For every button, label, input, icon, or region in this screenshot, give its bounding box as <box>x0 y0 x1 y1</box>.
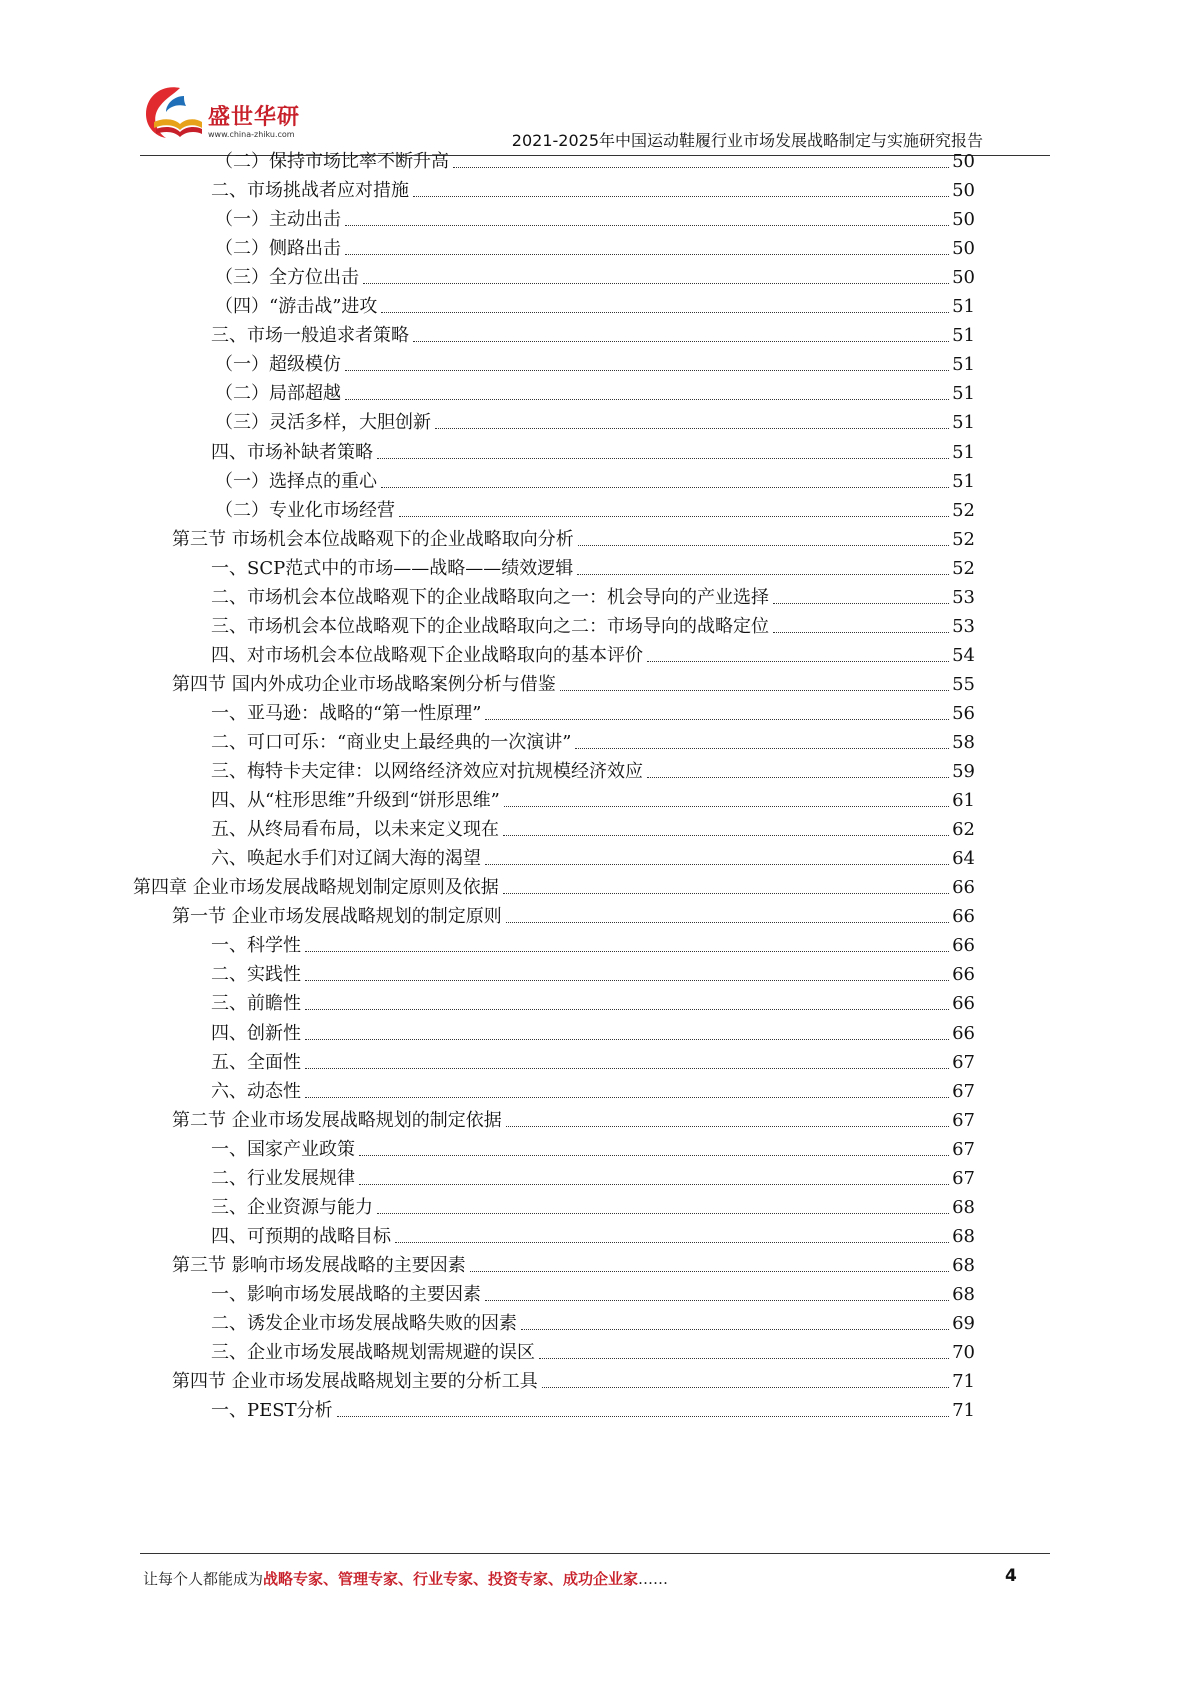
toc-entry[interactable] <box>215 146 975 177</box>
slogan-highlight: 战略专家、管理专家、行业专家、投资专家、成功企业家 <box>263 1570 639 1588</box>
toc-entry[interactable] <box>211 930 975 961</box>
toc-dot-leader <box>413 196 949 197</box>
toc-entry[interactable] <box>211 1134 975 1165</box>
toc-entry-page: 52 <box>952 499 975 521</box>
toc-entry-label: 五、全面性 <box>211 1051 301 1073</box>
toc-entry-label: 三、梅特卡夫定律：以网络经济效应对抗规模经济效应 <box>211 761 643 783</box>
toc-entry-label: 三、前瞻性 <box>211 993 301 1015</box>
toc-entry-page: 68 <box>952 1254 975 1276</box>
toc-entry-label: 第四节 国内外成功企业市场战略案例分析与借鉴 <box>172 673 556 695</box>
toc-entry[interactable] <box>211 437 975 468</box>
toc-dot-leader <box>542 1387 949 1388</box>
toc-entry-page: 69 <box>952 1313 975 1334</box>
toc-entry-label: 二、市场挑战者应对措施 <box>211 180 409 202</box>
toc-entry-page: 71 <box>952 1371 975 1393</box>
toc-entry-label: （一）超级模仿 <box>215 354 341 376</box>
toc-entry-label: 二、行业发展规律 <box>211 1167 355 1189</box>
toc-dot-leader <box>577 574 949 575</box>
toc-dot-leader <box>773 603 949 604</box>
toc-entry-label: 五、从终局看布局，以未来定义现在 <box>211 819 499 841</box>
toc-dot-leader <box>578 545 949 546</box>
toc-entry[interactable] <box>211 1163 975 1194</box>
slogan-suffix: …… <box>638 1570 669 1588</box>
toc-dot-leader <box>521 1329 949 1330</box>
toc-entry-page: 51 <box>952 470 975 492</box>
toc-entry-label: 一、亚马逊：战略的“第一性原理” <box>211 702 482 724</box>
toc-dot-leader <box>359 1184 949 1185</box>
toc-dot-leader <box>647 661 949 662</box>
toc-dot-leader <box>506 1126 949 1127</box>
toc-entry-label: 一、PEST分析 <box>211 1400 333 1422</box>
toc-entry-page: 62 <box>952 819 975 841</box>
toc-entry-page: 67 <box>952 1138 975 1160</box>
toc-entry-page: 50 <box>952 209 975 231</box>
toc-entry-page: 66 <box>952 906 975 928</box>
toc-dot-leader <box>485 864 949 865</box>
toc-entry-label: 三、市场一般追求者策略 <box>211 325 409 347</box>
toc-entry[interactable] <box>211 1018 975 1049</box>
footer-divider <box>140 1553 1050 1554</box>
toc-entry[interactable] <box>215 291 975 322</box>
toc-entry[interactable] <box>211 1279 975 1310</box>
toc-entry-page: 66 <box>952 877 975 899</box>
toc-entry[interactable] <box>172 524 975 555</box>
toc-entry-label: （二）保持市场比率不断升高 <box>215 151 449 172</box>
toc-entry-page: 66 <box>952 993 975 1015</box>
toc-dot-leader <box>345 370 949 371</box>
toc-entry[interactable] <box>133 872 975 903</box>
toc-entry[interactable] <box>211 988 975 1019</box>
toc-entry[interactable] <box>211 640 975 671</box>
toc-entry[interactable] <box>172 1366 975 1397</box>
toc-entry-label: 四、创新性 <box>211 1022 301 1044</box>
toc-dot-leader <box>377 458 949 459</box>
toc-dot-leader <box>381 312 949 313</box>
toc-dot-leader <box>503 835 949 836</box>
toc-entry[interactable] <box>211 1395 975 1426</box>
toc-entry[interactable] <box>211 1047 975 1078</box>
logo-url: www.china-zhiku.com <box>208 130 295 139</box>
toc-dot-leader <box>647 777 949 778</box>
toc-dot-leader <box>345 254 949 255</box>
toc-entry-page: 50 <box>952 180 975 202</box>
toc-entry-label: 二、可口可乐：“商业史上最经典的一次演讲” <box>211 732 572 753</box>
toc-dot-leader <box>305 1097 949 1098</box>
toc-dot-leader <box>381 487 949 488</box>
toc-entry-page: 68 <box>952 1196 975 1218</box>
toc-entry[interactable] <box>211 1192 975 1223</box>
toc-dot-leader <box>305 1039 949 1040</box>
toc-entry-label: （二）侧路出击 <box>215 238 341 260</box>
toc-entry[interactable] <box>211 582 975 613</box>
toc-entry-page: 52 <box>952 528 975 550</box>
toc-entry-page: 59 <box>952 761 975 783</box>
toc-entry-label: 一、影响市场发展战略的主要因素 <box>211 1283 481 1305</box>
toc-entry-label: 三、企业资源与能力 <box>211 1196 373 1218</box>
toc-entry[interactable] <box>211 814 975 845</box>
toc-entry[interactable] <box>211 843 975 874</box>
toc-dot-leader <box>377 1213 949 1214</box>
page-number: 4 <box>1005 1566 1017 1586</box>
toc-entry[interactable] <box>211 959 975 990</box>
toc-dot-leader <box>485 719 949 720</box>
toc-dot-leader <box>305 1009 949 1010</box>
toc-dot-leader <box>773 632 949 633</box>
toc-entry-label: （一）选择点的重心 <box>215 470 377 492</box>
toc-entry-label: （一）主动出击 <box>215 209 341 231</box>
toc-entry-page: 66 <box>952 1022 975 1044</box>
toc-entry[interactable] <box>215 204 975 235</box>
toc-entry-page: 53 <box>952 615 975 637</box>
toc-entry-label: 一、国家产业政策 <box>211 1138 355 1160</box>
toc-entry-label: 四、从“柱形思维”升级到“饼形思维” <box>211 790 500 812</box>
toc-entry[interactable] <box>215 495 975 526</box>
logo-mark-icon <box>140 82 204 144</box>
toc-entry[interactable] <box>211 611 975 642</box>
toc-entry-page: 56 <box>952 702 975 724</box>
toc-dot-leader <box>345 399 949 400</box>
toc-entry-page: 51 <box>952 296 975 318</box>
toc-dot-leader <box>470 1271 949 1272</box>
toc-dot-leader <box>363 283 949 284</box>
toc-entry[interactable] <box>215 349 975 380</box>
logo-text: 盛世华研 <box>208 105 301 130</box>
toc-entry-page: 70 <box>952 1342 975 1364</box>
toc-entry[interactable] <box>211 320 975 351</box>
toc-entry[interactable] <box>215 466 975 497</box>
toc-entry-label: 三、市场机会本位战略观下的企业战略取向之二：市场导向的战略定位 <box>211 615 769 637</box>
toc-entry-page: 52 <box>952 557 975 579</box>
toc-entry[interactable] <box>215 233 975 264</box>
toc-entry-label: 六、唤起水手们对辽阔大海的渴望 <box>211 848 481 870</box>
page-header <box>0 0 1191 160</box>
toc-entry-page: 71 <box>952 1400 975 1422</box>
toc-entry[interactable] <box>215 378 975 409</box>
company-logo <box>140 82 320 152</box>
toc-entry[interactable] <box>211 785 975 816</box>
toc-entry[interactable] <box>211 756 975 787</box>
toc-dot-leader <box>305 1068 949 1069</box>
toc-entry-page: 55 <box>952 673 975 695</box>
toc-entry-page: 51 <box>952 441 975 463</box>
toc-entry-label: 一、科学性 <box>211 935 301 957</box>
toc-dot-leader <box>560 690 949 691</box>
toc-dot-leader <box>395 1242 949 1243</box>
toc-entry-label: 第三节 影响市场发展战略的主要因素 <box>172 1254 466 1276</box>
toc-entry-page: 50 <box>952 267 975 289</box>
toc-dot-leader <box>399 516 949 517</box>
toc-entry-page: 51 <box>952 412 975 434</box>
toc-dot-leader <box>359 1155 949 1156</box>
toc-entry[interactable] <box>215 407 975 438</box>
toc-entry-page: 68 <box>952 1283 975 1305</box>
toc-entry[interactable] <box>172 1105 975 1136</box>
toc-entry-page: 50 <box>952 151 975 172</box>
toc-entry-label: 二、实践性 <box>211 964 301 986</box>
toc-entry[interactable] <box>215 262 975 293</box>
toc-dot-leader <box>453 167 949 168</box>
toc-entry-page: 66 <box>952 935 975 957</box>
toc-entry[interactable] <box>211 698 975 729</box>
toc-entry-label: （二）局部超越 <box>215 383 341 405</box>
toc-entry-label: 二、诱发企业市场发展战略失败的因素 <box>211 1313 517 1334</box>
toc-dot-leader <box>305 951 949 952</box>
toc-entry-label: 三、企业市场发展战略规划需规避的误区 <box>211 1342 535 1364</box>
toc-entry-page: 53 <box>952 586 975 608</box>
toc-entry-page: 61 <box>952 790 975 812</box>
toc-entry-label: 第四节 企业市场发展战略规划主要的分析工具 <box>172 1371 538 1393</box>
toc-dot-leader <box>575 748 949 749</box>
toc-entry-label: （二）专业化市场经营 <box>215 499 395 521</box>
toc-entry-label: 六、动态性 <box>211 1080 301 1102</box>
toc-entry-page: 66 <box>952 964 975 986</box>
toc-entry-page: 51 <box>952 354 975 376</box>
toc-entry-label: （四）“游击战”进攻 <box>215 296 378 318</box>
toc-entry[interactable] <box>172 901 975 932</box>
toc-dot-leader <box>503 893 949 894</box>
document-title: 2021-2025年中国运动鞋履行业市场发展战略制定与实施研究报告 <box>511 131 983 150</box>
toc-entry-page: 54 <box>952 644 975 666</box>
toc-entry-page: 51 <box>952 383 975 405</box>
toc-dot-leader <box>305 980 949 981</box>
toc-entry-label: 第三节 市场机会本位战略观下的企业战略取向分析 <box>172 528 574 550</box>
toc-entry-label: （三）全方位出击 <box>215 267 359 289</box>
toc-entry-page: 67 <box>952 1080 975 1102</box>
toc-entry-page: 64 <box>952 848 975 870</box>
toc-entry-label: 四、对市场机会本位战略观下企业战略取向的基本评价 <box>211 644 643 666</box>
toc-entry[interactable] <box>211 1221 975 1252</box>
toc-entry[interactable] <box>211 1076 975 1107</box>
slogan-prefix: 让每个人都能成为 <box>143 1570 264 1588</box>
toc-entry[interactable] <box>211 553 975 584</box>
toc-dot-leader <box>485 1300 949 1301</box>
toc-entry-page: 67 <box>952 1109 975 1131</box>
toc-dot-leader <box>413 341 949 342</box>
toc-entry-page: 50 <box>952 238 975 260</box>
toc-entry-label: 第二节 企业市场发展战略规划的制定依据 <box>172 1109 502 1131</box>
toc-entry-label: 四、市场补缺者策略 <box>211 441 373 463</box>
toc-entry-label: 第四章 企业市场发展战略规划制定原则及依据 <box>133 877 499 899</box>
toc-entry-page: 67 <box>952 1167 975 1189</box>
toc-entry[interactable] <box>211 175 975 206</box>
toc-entry-label: 四、可预期的战略目标 <box>211 1225 391 1247</box>
toc-dot-leader <box>504 806 949 807</box>
toc-dot-leader <box>345 225 949 226</box>
toc-dot-leader <box>435 428 949 429</box>
toc-entry-page: 51 <box>952 325 975 347</box>
toc-entry-page: 67 <box>952 1051 975 1073</box>
toc-entry[interactable] <box>172 669 975 700</box>
toc-entry-label: 第一节 企业市场发展战略规划的制定原则 <box>172 906 502 928</box>
toc-entry-page: 58 <box>952 732 975 753</box>
toc-entry[interactable] <box>172 1250 975 1281</box>
toc-entry-label: 二、市场机会本位战略观下的企业战略取向之一：机会导向的产业选择 <box>211 586 769 608</box>
toc-entry-label: （三）灵活多样，大胆创新 <box>215 412 431 434</box>
toc-entry[interactable] <box>211 1308 975 1339</box>
toc-entry-page: 68 <box>952 1225 975 1247</box>
toc-entry-label: 一、SCP范式中的市场——战略——绩效逻辑 <box>211 557 574 579</box>
toc-dot-leader <box>506 922 949 923</box>
toc-entry[interactable] <box>211 727 975 758</box>
footer-slogan <box>143 1568 668 1589</box>
toc-dot-leader <box>337 1416 950 1417</box>
toc-entry[interactable] <box>211 1337 975 1368</box>
toc-dot-leader <box>539 1358 949 1359</box>
